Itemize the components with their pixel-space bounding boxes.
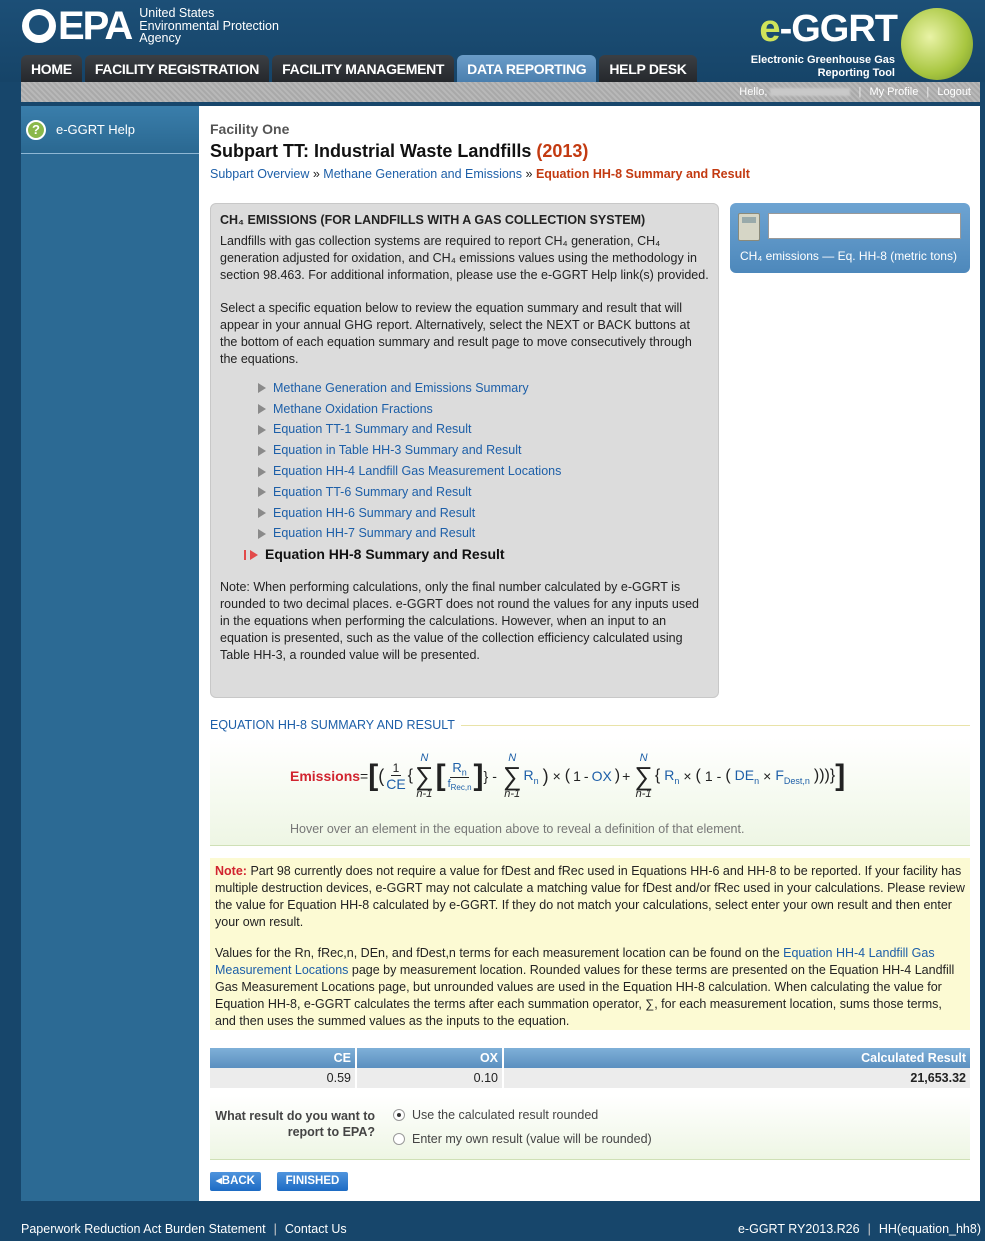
arrow-right-icon xyxy=(258,467,266,477)
user-bar-separator: | xyxy=(926,86,930,98)
result-table xyxy=(210,1048,970,1088)
option-calculated[interactable] xyxy=(393,1108,598,1122)
tab-help-desk[interactable]: HELP DESK xyxy=(599,55,696,82)
footer-left xyxy=(21,1218,347,1241)
equation-link-list xyxy=(250,378,709,565)
eq-sum-3[interactable]: N ∑ n-1 xyxy=(634,752,653,800)
calculated-value-field xyxy=(768,213,961,239)
link-hh4-locations[interactable]: Equation HH-4 Landfill Gas Measurement Locations xyxy=(215,946,935,977)
tab-facility-management[interactable]: FACILITY MANAGEMENT xyxy=(272,55,454,82)
facility-name: Facility One xyxy=(210,121,290,137)
calculator-icon xyxy=(738,213,760,241)
main-nav xyxy=(21,55,697,82)
info-box-para2: Select a specific equation below to review the equation summary and result that will appear in your annual GHG report. Alternatively, select the NEXT or BACK buttons at the bottom of each equation summary and result page to move consecutively through the equations. xyxy=(220,301,692,366)
note-label: Note: xyxy=(215,864,247,878)
col-ce: CE xyxy=(210,1048,356,1068)
info-box-title: CH₄ EMISSIONS (FOR LANDFILLS WITH A GAS COLLECTION SYSTEM) xyxy=(220,213,646,227)
eggrt-rest: -GGRT xyxy=(779,8,897,50)
footer-right xyxy=(738,1218,981,1241)
tab-home[interactable]: HOME xyxy=(21,55,82,82)
current-marker-icon xyxy=(244,550,248,560)
note-para1 xyxy=(215,863,965,931)
list-item xyxy=(250,420,709,441)
eq-bracket: ] xyxy=(473,759,484,792)
breadcrumb-separator: » xyxy=(312,167,320,181)
eggrt-e: e xyxy=(759,8,780,50)
list-item xyxy=(250,524,709,545)
reporting-year: (2013) xyxy=(536,141,589,161)
eq-bracket: ] xyxy=(835,759,846,792)
table-header-row xyxy=(210,1048,970,1068)
tab-data-reporting[interactable]: DATA REPORTING xyxy=(457,55,596,82)
eggrt-sub1: Electronic Greenhouse Gas xyxy=(750,54,895,66)
user-name-redacted xyxy=(770,88,850,96)
arrow-right-icon xyxy=(258,529,266,539)
link-eq-hh3[interactable]: Equation in Table HH-3 Summary and Result xyxy=(273,443,522,458)
page-id-text: HH(equation_hh8) xyxy=(878,1222,981,1236)
list-item xyxy=(250,482,709,503)
table-row xyxy=(210,1068,970,1088)
header xyxy=(0,0,985,82)
option-own-label: Enter my own result (value will be rounded) xyxy=(412,1132,652,1146)
eq-one-over-ce[interactable]: $\frac{1}{CE}$ xyxy=(386,760,406,792)
paperwork-link[interactable]: Paperwork Reduction Act Burden Statement xyxy=(21,1222,266,1236)
breadcrumb xyxy=(210,167,750,181)
eq-sum-2[interactable]: N ∑ n-1 xyxy=(502,752,522,800)
info-box-note: Note: When performing calculations, only the final number calculated by e-GGRT is rounded to two decimal places. e-GGRT does not round the values for any inputs used in the equations when performing the calculations. However, when an input to an equation is presented, such as the value of the collection efficiency calculated using Table HH-3, a rounded value will be presented. xyxy=(220,580,699,663)
agency-line3: Agency xyxy=(139,31,181,46)
list-item xyxy=(250,461,709,482)
back-arrow-icon: ◂ xyxy=(215,1175,222,1187)
agency-line2: Environmental Protection xyxy=(139,18,279,33)
tab-facility-registration[interactable]: FACILITY REGISTRATION xyxy=(85,55,269,82)
cell-ce: 0.59 xyxy=(210,1068,356,1088)
footer-separator: | xyxy=(867,1222,871,1236)
info-box-para1: Landfills with gas collection systems are required to report CH₄ generation, CH₄ generation adjusted for oxidation, and CH₄ emissions values using the methodology in section 98.463. For additional information, please use the e-GGRT Help link(s) provided. xyxy=(220,234,709,282)
help-icon: ? xyxy=(26,120,46,140)
eggrt-logo xyxy=(739,4,979,80)
note-para2-a: Values for the Rn, fRec,n, DEn, and fDest,n terms for each measurement location can be found on the xyxy=(215,946,784,960)
current-equation-label: Equation HH-8 Summary and Result xyxy=(265,546,505,563)
page-title xyxy=(210,141,588,162)
option-calculated-label: Use the calculated result rounded xyxy=(412,1108,599,1122)
cell-calculated-result: 21,653.32 xyxy=(503,1068,970,1088)
arrow-right-icon xyxy=(258,404,266,414)
eq-bracket: [ xyxy=(435,759,446,792)
link-eq-tt6[interactable]: Equation TT-6 Summary and Result xyxy=(273,484,472,499)
user-bar-separator: | xyxy=(858,86,862,98)
hello-text: Hello, xyxy=(739,86,768,98)
egret-bird-icon xyxy=(901,8,973,80)
calculator-label: CH₄ emissions — Eq. HH-8 (metric tons) xyxy=(740,249,957,263)
logout-link[interactable]: Logout xyxy=(937,86,971,98)
sidebar-item-label: e-GGRT Help xyxy=(56,122,135,137)
eq-emissions[interactable]: Emissions xyxy=(290,768,361,784)
note-para1-text: Part 98 currently does not require a value for fDest and fRec used in Equations HH-6 and HH-8 to be reported. If your facility has multiple destruction devices, e-GGRT may not calculate a matching value for fDest and/or fRec used in your calculations. Please review the value for Equation HH-8 calculated by e-GGRT. If they do not match your calculations, select enter your own result and then enter your own result. xyxy=(215,864,965,929)
finished-button[interactable]: FINISHED xyxy=(277,1172,348,1191)
user-bar xyxy=(21,82,980,102)
footer-separator: | xyxy=(273,1222,277,1236)
contact-us-link[interactable]: Contact Us xyxy=(284,1222,347,1236)
back-button[interactable] xyxy=(210,1172,261,1191)
agency-name xyxy=(139,7,279,45)
my-profile-link[interactable]: My Profile xyxy=(869,86,919,98)
link-methane-oxidation[interactable]: Methane Oxidation Fractions xyxy=(273,401,433,416)
radio-calculated[interactable] xyxy=(393,1109,405,1121)
equation-hint: Hover over an element in the equation above to reveal a definition of that element. xyxy=(290,822,745,836)
col-ox: OX xyxy=(356,1048,503,1068)
list-item xyxy=(250,399,709,420)
list-item-current xyxy=(250,544,709,565)
list-item xyxy=(250,503,709,524)
note-para2-b: page by measurement location. Rounded values for these terms are presented on the Equation HH-4 Landfill Gas Measurement Locations page, but unrounded values are used in the Equation HH-8 calculation. When calculating the value for Equation HH-8, e-GGRT calculates the terms after each summation operator, ∑, for each measurement location, sums those terms, and then uses the summed values as the inputs to the equation. xyxy=(215,963,955,1028)
info-box xyxy=(210,203,719,698)
version-text: e-GGRT RY2013.R26 xyxy=(737,1222,860,1236)
epa-text: EPA xyxy=(58,3,132,48)
subpart-title: Subpart TT: Industrial Waste Landfills xyxy=(210,141,532,161)
epa-logo[interactable] xyxy=(22,3,279,48)
calculator-panel xyxy=(730,203,970,273)
agency-line1: United States xyxy=(139,6,215,21)
arrow-right-icon xyxy=(258,446,266,456)
footer xyxy=(0,1218,985,1241)
main-content xyxy=(199,106,980,1201)
note-box xyxy=(210,858,970,1030)
arrow-right-icon xyxy=(250,550,258,560)
link-eq-hh4[interactable]: Equation HH-4 Landfill Gas Measurement Locations xyxy=(273,464,562,479)
link-eq-tt1[interactable]: Equation TT-1 Summary and Result xyxy=(273,422,472,437)
sidebar xyxy=(21,106,199,1201)
eggrt-subtitle xyxy=(751,54,895,80)
breadcrumb-subpart-overview[interactable]: Subpart Overview xyxy=(210,167,310,181)
equation-box xyxy=(210,738,970,846)
breadcrumb-current: Equation HH-8 Summary and Result xyxy=(535,167,750,181)
eq-ox[interactable]: OX xyxy=(591,768,612,784)
radio-own-result[interactable] xyxy=(393,1133,405,1145)
epa-wordmark xyxy=(22,4,131,49)
result-question: What result do you want to report to EPA? xyxy=(215,1109,375,1139)
eq-den[interactable]: $DE_n$ xyxy=(734,766,760,786)
eq-sum-1[interactable]: N ∑ n-1 xyxy=(415,752,434,800)
eq-fdest[interactable]: $F_{Dest,n}$ xyxy=(775,766,810,786)
option-own-result[interactable] xyxy=(393,1132,652,1146)
eq-rn-over-frec[interactable]: $\frac{R_n}{f_{Rec,n}}$ xyxy=(447,759,472,793)
eggrt-sub2: Reporting Tool xyxy=(817,67,895,79)
eggrt-title xyxy=(759,8,897,51)
col-calculated-result: Calculated Result xyxy=(503,1048,970,1068)
equation-hh8: Emissions = [ ( $\frac{1}{CE}$ { N ∑ n-1 [ $\frac{R_n}{f_{Rec,n}}$ ] } - N ∑ n-1 $R_n$ ) × ( 1 - OX ) + N ∑ n-1 { $R_n$ × ( 1 - ( $DE_n$ × $F_{Dest,n}$ )))} ] xyxy=(290,752,846,800)
equation-heading xyxy=(210,718,970,732)
equation-heading-text: EQUATION HH-8 SUMMARY AND RESULT xyxy=(210,718,455,732)
sidebar-item-help[interactable] xyxy=(21,106,199,154)
link-methane-generation-summary[interactable]: Methane Generation and Emissions Summary xyxy=(273,380,529,395)
back-button-label: BACK xyxy=(221,1175,255,1187)
list-item xyxy=(250,378,709,399)
breadcrumb-separator: » xyxy=(525,167,533,181)
note-para2 xyxy=(215,945,965,1030)
link-eq-hh7[interactable]: Equation HH-7 Summary and Result xyxy=(273,526,476,541)
arrow-right-icon xyxy=(258,383,266,393)
arrow-right-icon xyxy=(258,425,266,435)
eq-bracket: [ xyxy=(368,759,379,792)
eq-rn[interactable]: $R_n$ xyxy=(523,766,539,786)
eq-rn-2[interactable]: $R_n$ xyxy=(664,766,680,786)
result-choice-box xyxy=(210,1096,970,1160)
arrow-right-icon xyxy=(258,487,266,497)
arrow-right-icon xyxy=(258,508,266,518)
list-item xyxy=(250,440,709,461)
breadcrumb-methane-generation[interactable]: Methane Generation and Emissions xyxy=(323,167,523,181)
cell-ox: 0.10 xyxy=(356,1068,503,1088)
epa-seal-icon xyxy=(22,9,56,43)
link-eq-hh6[interactable]: Equation HH-6 Summary and Result xyxy=(273,505,476,520)
